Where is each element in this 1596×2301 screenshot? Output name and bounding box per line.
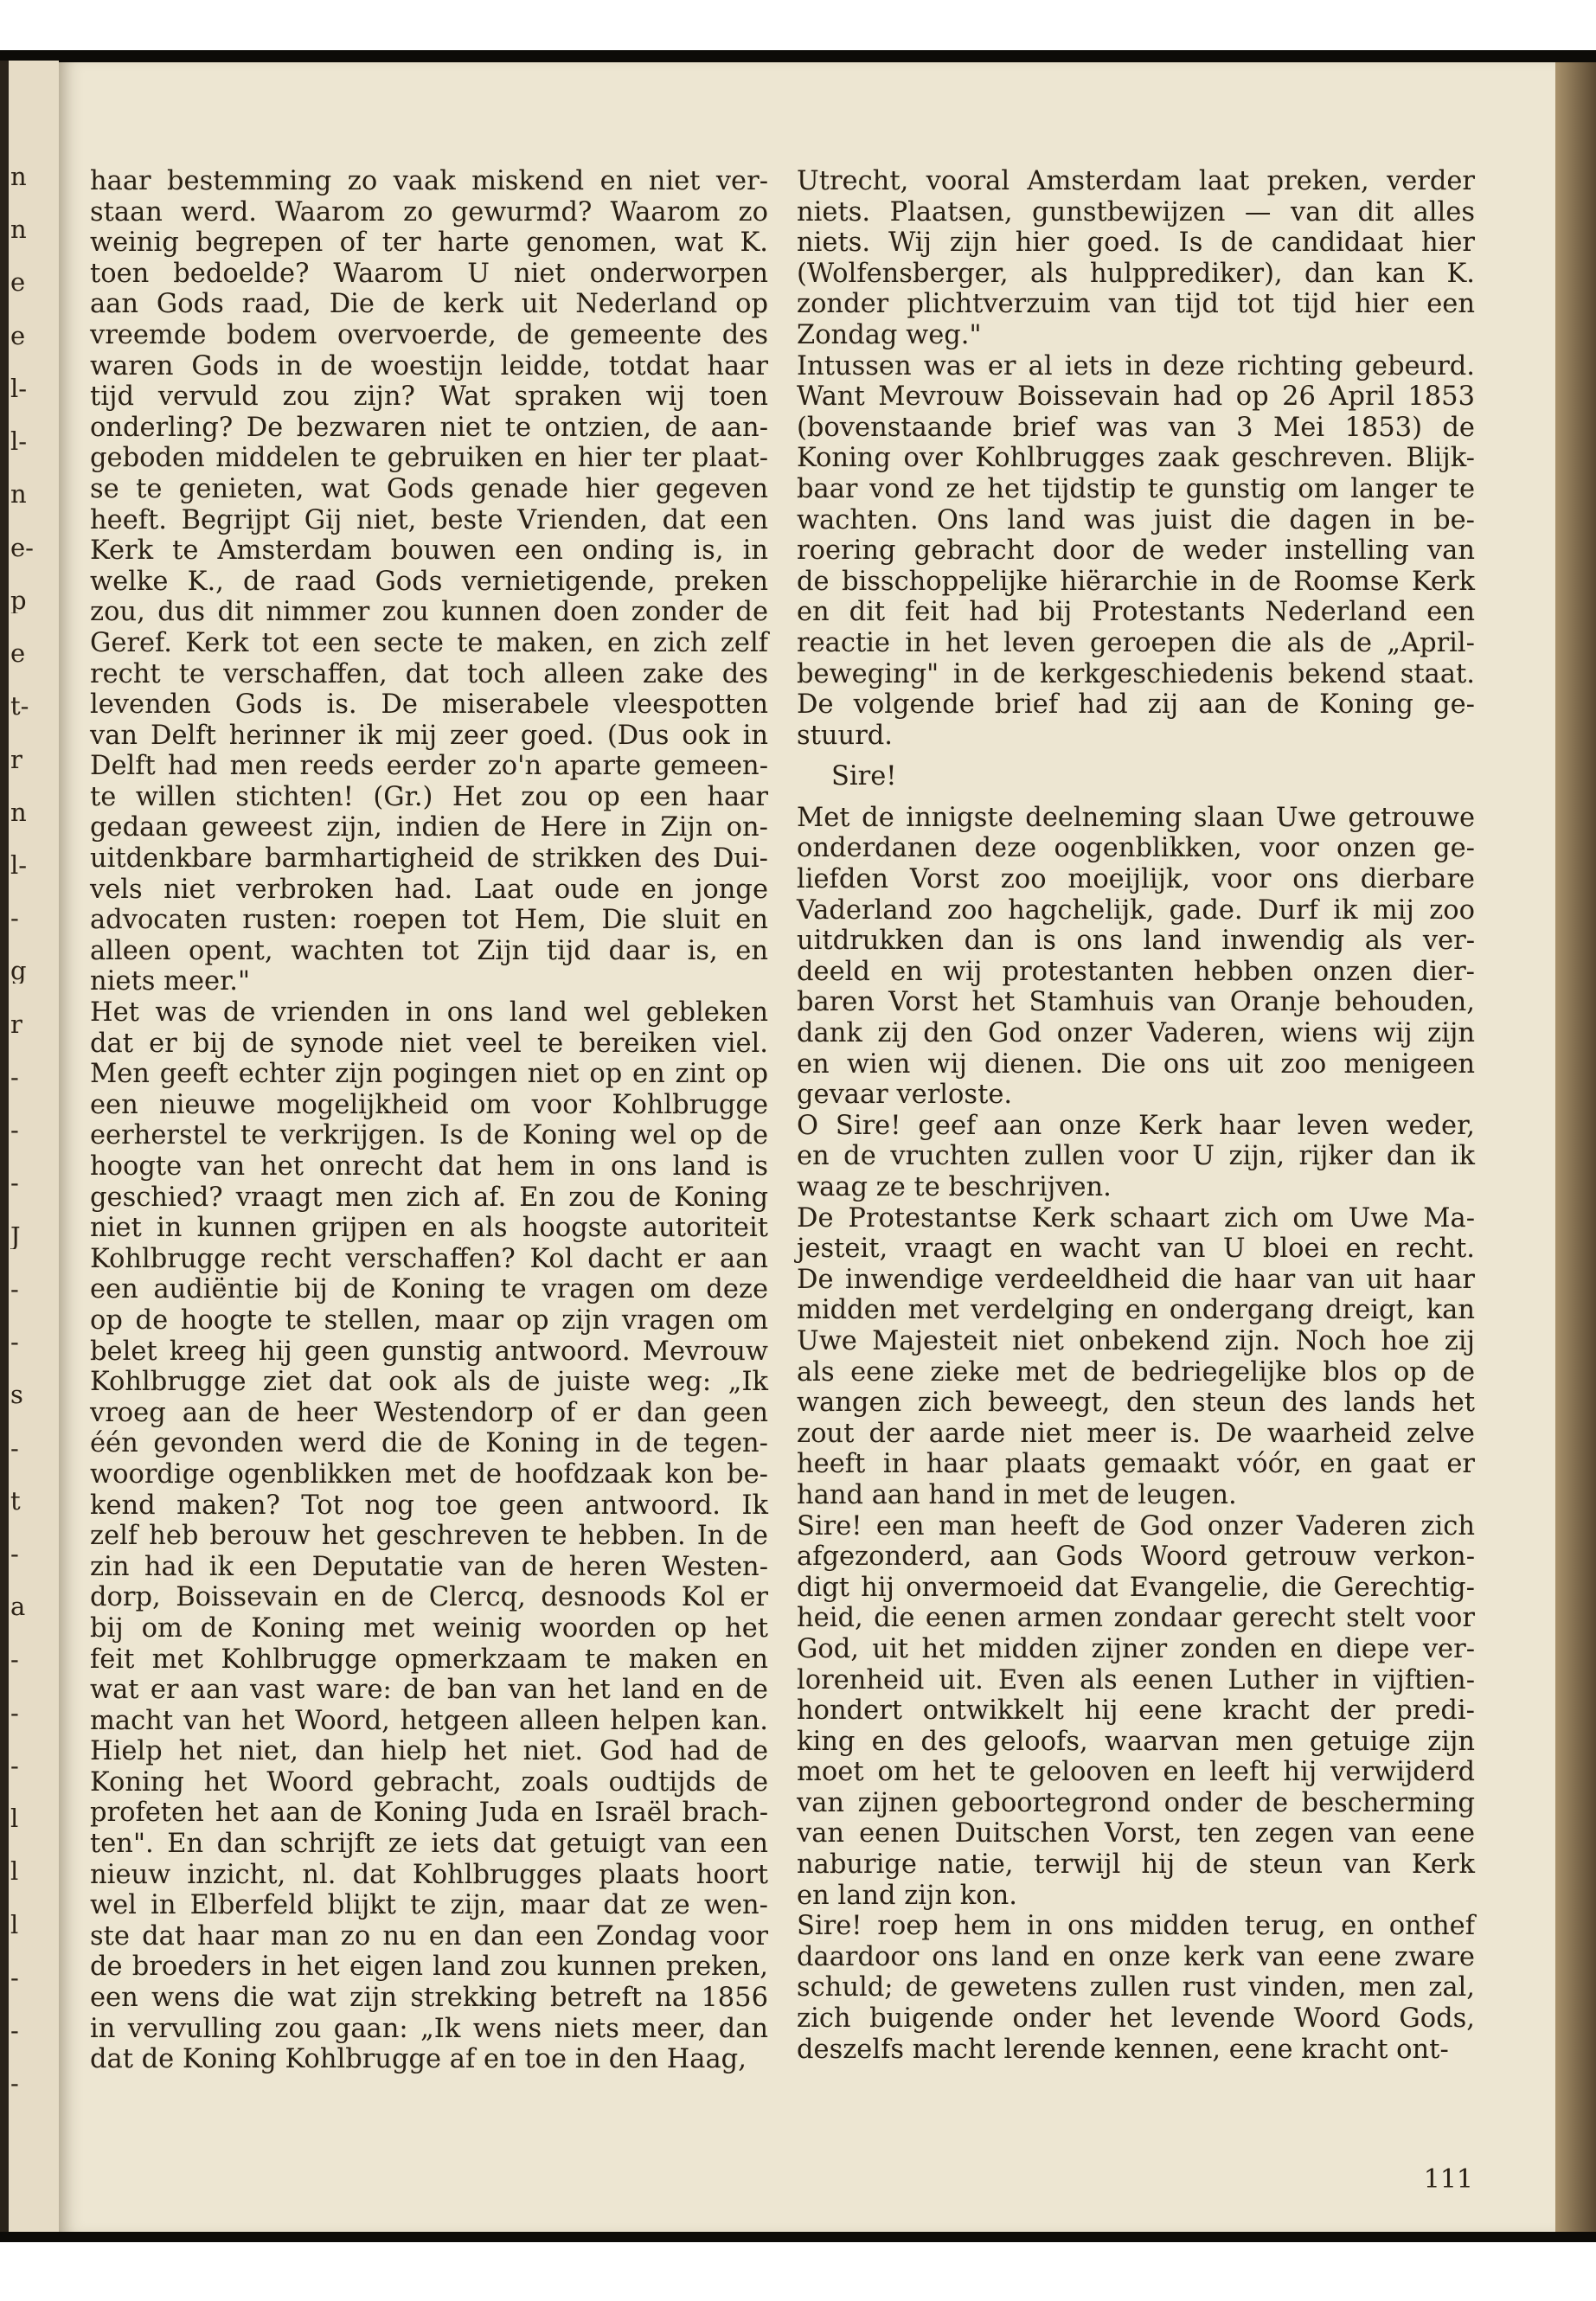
- text-line: dank zij den God onzer Vaderen, wiens wij zijn: [797, 1018, 1475, 1049]
- text-line: in vervulling zou gaan: „Ik wens niets meer, dan: [90, 2013, 768, 2044]
- text-line: onderdanen deze oogenblikken, voor onzen ge-: [797, 833, 1475, 864]
- text-line: geschied? vraagt men zich af. En zou de Koning: [90, 1182, 768, 1213]
- margin-fragment: -: [10, 1753, 19, 1779]
- right-column: [797, 166, 1475, 2065]
- text-line: O Sire! geef aan onze Kerk haar leven weder,: [797, 1110, 1475, 1141]
- text-line: als eene zieke met de bedriegelijke blos op de: [797, 1356, 1475, 1388]
- text-line: toen bedoelde? Waarom U niet onderworpen: [90, 258, 768, 289]
- text-line: schuld; de gewetens zullen rust vinden, men zal,: [797, 1972, 1475, 2003]
- text-line: ste dat haar man zo nu en dan een Zondag voor: [90, 1920, 768, 1952]
- text-line: macht van het Woord, hetgeen alleen helpen kan.: [90, 1705, 768, 1736]
- text-line: staan werd. Waarom zo gewurmd? Waarom zo: [90, 196, 768, 228]
- margin-fragment: -: [10, 2071, 19, 2097]
- text-line: zou, dus dit nimmer zou kunnen doen zonder de: [90, 597, 768, 628]
- text-line: Met de innigste deelneming slaan Uwe getrouwe: [797, 802, 1475, 833]
- margin-fragment: l: [10, 1912, 19, 1938]
- text-line: haar bestemming zo vaak miskend en niet ver-: [90, 166, 768, 196]
- text-line: heeft in haar plaats gemaakt vóór, en gaat er: [797, 1449, 1475, 1480]
- text-line: gedaan geweest zijn, indien de Here in Zijn on-: [90, 812, 768, 843]
- text-line: deszelfs macht lerende kennen, eene kracht ont-: [797, 2034, 1449, 2065]
- text-line: Uwe Majesteit niet onbekend zijn. Noch hoe zij: [797, 1325, 1475, 1356]
- text-line: hoogte van het onrecht dat hem in ons land is: [90, 1151, 768, 1182]
- text-line: baren Vorst het Stamhuis van Oranje behouden,: [797, 987, 1475, 1018]
- text-line: niets. Wij zijn hier goed. Is de candidaat hier: [797, 228, 1475, 259]
- margin-fragment: t: [10, 1488, 21, 1514]
- text-line: Want Mevrouw Boissevain had op 26 April 1853: [797, 381, 1475, 413]
- margin-fragment: -: [10, 1170, 19, 1196]
- text-line: wachten. Ons land was juist die dagen in be-: [797, 504, 1475, 535]
- text-line: levenden Gods is. De miserabele vleespotten: [90, 689, 768, 721]
- text-line: profeten het aan de Koning Juda en Israël brach-: [90, 1798, 768, 1829]
- text-line: niet in kunnen grijpen en als hoogste autoriteit: [90, 1213, 768, 1244]
- text-line: Koning het Woord gebracht, zoals oudtijds de: [90, 1766, 768, 1798]
- margin-fragment: -: [10, 906, 19, 932]
- text-line: wat er aan vast ware: de ban van het land en de: [90, 1675, 768, 1706]
- margin-fragment: l-: [10, 853, 28, 879]
- text-line: de broeders in het eigen land zou kunnen preken,: [90, 1952, 768, 1983]
- margin-fragment: l: [10, 1859, 19, 1885]
- text-line: wangen zich beweegt, den steun des lands het: [797, 1388, 1475, 1419]
- text-line: ten". En dan schrijft ze iets dat getuigt van een: [90, 1829, 768, 1860]
- text-line: één gevonden werd die de Koning in de tegen-: [90, 1428, 768, 1459]
- right-column-intro: [797, 166, 1475, 751]
- text-line: hondert ontwikkelt hij eene kracht der predi-: [797, 1695, 1475, 1727]
- margin-fragment: l: [10, 1806, 19, 1832]
- text-line: de bisschoppelijke hiërarchie in de Roomse Kerk: [797, 566, 1475, 597]
- text-line: waag ze te beschrijven.: [797, 1172, 1112, 1202]
- text-line: afgezonderd, aan Gods Woord getrouw verkon-: [797, 1541, 1475, 1573]
- text-line: vroeg aan de heer Westendorp of er dan geen: [90, 1397, 768, 1428]
- text-line: Koning over Kohlbrugges zaak geschreven. Blijk-: [797, 443, 1475, 474]
- margin-fragment: l-: [10, 375, 28, 401]
- text-line: lorenheid uit. Even als eenen Luther in vijftien-: [797, 1664, 1475, 1695]
- text-line: king en des geloofs, waarvan men getuige zijn: [797, 1726, 1475, 1757]
- scan-border-bottom: [0, 2232, 1596, 2242]
- text-line: zich buigende onder het levende Woord Gods,: [797, 2003, 1475, 2035]
- text-line: niets meer.": [90, 966, 251, 997]
- text-line: recht te verschaffen, dat toch alleen zake des: [90, 658, 768, 689]
- letter-body: [797, 803, 1475, 2065]
- text-line: baar vond ze het tijdstip te gunstig om langer te: [797, 473, 1475, 504]
- text-line: bij om de Koning met weinig woorden op het: [90, 1612, 768, 1644]
- margin-fragment: n: [10, 799, 27, 825]
- text-line: advocaten rusten: roepen tot Hem, Die sluit en: [90, 905, 768, 936]
- text-line: moet om het te gelooven en leeft hij verwijderd: [797, 1757, 1475, 1788]
- margin-fragment: t-: [10, 694, 29, 720]
- text-line: hand aan hand in met de leugen.: [797, 1479, 1237, 1510]
- text-line: welke K., de raad Gods vernietigende, preken: [90, 566, 768, 597]
- margin-fragment: -: [10, 1700, 19, 1726]
- text-line: heid, die eenen armen zondaar gerecht stelt voor: [797, 1603, 1475, 1634]
- text-line: jesteit, vraagt en wacht van U bloei en recht.: [797, 1234, 1475, 1265]
- text-line: zonder plichtverzuim van tijd tot tijd hier een: [797, 289, 1475, 320]
- text-line: (Wolfensberger, als hulpprediker), dan kan K.: [797, 258, 1475, 289]
- margin-fragment: a: [10, 1594, 26, 1620]
- text-line: vels niet verbroken had. Laat oude en jonge: [90, 874, 768, 905]
- text-line: naburige natie, terwijl hij de steun van Kerk: [797, 1849, 1475, 1881]
- text-line: daardoor ons land en onze kerk van eene zware: [797, 1941, 1475, 1972]
- margin-fragment: -: [10, 2018, 19, 2044]
- text-line: zin had ik een Deputatie van de heren Westen-: [90, 1551, 768, 1582]
- margin-fragment: n: [10, 217, 27, 243]
- text-line: Sire! een man heeft de God onzer Vaderen zich: [797, 1510, 1475, 1541]
- text-line: waren Gods in de woestijn leidde, totdat haar: [90, 350, 768, 381]
- text-line: woordige ogenblikken met de hoofdzaak kon be-: [90, 1458, 768, 1490]
- text-line: Kohlbrugge ziet dat ook als de juiste weg: „Ik: [90, 1367, 768, 1398]
- text-line: niets. Plaatsen, gunstbewijzen — van dit alles: [797, 196, 1475, 228]
- text-line: midden met verdelging en ondergang dreigt, kan: [797, 1295, 1475, 1326]
- text-line: Zondag weg.": [797, 319, 982, 350]
- text-line: een wens die wat zijn strekking betreft na 1856: [90, 1983, 768, 2014]
- left-column: [90, 166, 768, 2075]
- text-line: stuurd.: [797, 720, 893, 751]
- text-line: van eenen Duitschen Vorst, ten zegen van eene: [797, 1818, 1475, 1849]
- margin-fragment: e: [10, 323, 26, 349]
- text-line: Delft had men reeds eerder zo'n aparte gemeen-: [90, 751, 768, 782]
- letter-salutation: Sire!: [831, 761, 897, 792]
- book-page: [59, 62, 1555, 2232]
- text-line: zout der aarde niet meer is. De waarheid zelve: [797, 1418, 1475, 1449]
- text-line: Kerk te Amsterdam bouwen een onding is, in: [90, 535, 768, 567]
- text-line: reactie in het leven geroepen die als de „April-: [797, 627, 1475, 658]
- margin-fragment: -: [10, 1118, 19, 1144]
- text-line: Men geeft echter zijn pogingen niet op en zint op: [90, 1059, 768, 1090]
- previous-page-margin: [9, 61, 59, 2232]
- text-line: liefden Vorst zoo moeijlijk, voor ons dierbare: [797, 864, 1475, 895]
- text-line: geboden middelen te gebruiken en hier ter plaat-: [90, 443, 768, 474]
- text-line: zelf heb berouw het geschreven te hebben. In de: [90, 1521, 768, 1552]
- text-line: kend maken? Tot nog toe geen antwoord. Ik: [90, 1490, 768, 1521]
- margin-fragment: s: [10, 1382, 23, 1408]
- margin-fragment: e-: [10, 535, 34, 561]
- text-line: wel in Elberfeld blijkt te zijn, maar dat ze wen-: [90, 1890, 768, 1921]
- text-line: De Protestantse Kerk schaart zich om Uwe Ma-: [797, 1202, 1475, 1234]
- margin-fragment: e: [10, 270, 26, 296]
- text-line: gevaar verloste.: [797, 1080, 1013, 1111]
- margin-fragment: r: [10, 1011, 22, 1037]
- text-line: onderling? De bezwaren niet te ontzien, de aan-: [90, 412, 768, 443]
- text-line: Intussen was er al iets in deze richting gebeurd.: [797, 350, 1475, 381]
- text-line: en wien wij dienen. Die ons uit zoo menigeen: [797, 1048, 1475, 1080]
- text-line: weinig begrepen of ter harte genomen, wat K.: [90, 228, 768, 259]
- text-line: God, uit het midden zijner zonden en diepe ver-: [797, 1633, 1475, 1664]
- page-edge-right: [1555, 62, 1596, 2232]
- text-line: belet kreeg hij geen gunstig antwoord. Mevrouw: [90, 1336, 768, 1367]
- text-line: aan Gods raad, Die de kerk uit Nederland op: [90, 289, 768, 320]
- text-line: vreemde bodem overvoerde, de gemeente des: [90, 319, 768, 350]
- text-line: en land zijn kon.: [797, 1880, 1017, 1911]
- text-line: te willen stichten! (Gr.) Het zou op een haar: [90, 781, 768, 812]
- margin-fragment: -: [10, 1435, 19, 1461]
- text-line: feit met Kohlbrugge opmerkzaam te maken en: [90, 1644, 768, 1675]
- text-line: Hielp het niet, dan hielp het niet. God had de: [90, 1736, 768, 1767]
- margin-fragment: -: [10, 1647, 19, 1673]
- text-line: alleen opent, wachten tot Zijn tijd daar is, en: [90, 935, 768, 966]
- text-line: Sire! roep hem in ons midden terug, en onthef: [797, 1911, 1475, 1942]
- text-line: nieuw inzicht, nl. dat Kohlbrugges plaats hoort: [90, 1859, 768, 1890]
- text-line: dorp, Boissevain en de Clercq, desnoods Kol er: [90, 1582, 768, 1613]
- text-line: dat de Koning Kohlbrugge af en toe in den Haag,: [90, 2044, 747, 2075]
- text-line: Het was de vrienden in ons land wel gebleken: [90, 997, 768, 1029]
- margin-fragment: -: [10, 1330, 19, 1356]
- text-line: roering gebracht door de weder instelling van: [797, 535, 1475, 567]
- margin-fragment: -: [10, 1541, 19, 1567]
- text-line: digt hij onvermoeid dat Evangelie, die Gerechtig-: [797, 1572, 1475, 1603]
- text-line: eerherstel te verkrijgen. Is de Koning wel op de: [90, 1120, 768, 1151]
- margin-fragment: e: [10, 641, 26, 667]
- text-line: Vaderland zoo hagchelijk, gade. Durf ik mij zoo: [797, 894, 1475, 926]
- margin-fragment: n: [10, 164, 27, 189]
- text-line: uitdrukken dan is ons land inwendig als ver-: [797, 926, 1475, 957]
- text-line: De volgende brief had zij aan de Koning ge-: [797, 689, 1475, 721]
- text-line: tijd vervuld zou zijn? Wat spraken wij toen: [90, 381, 768, 413]
- text-line: en dit feit had bij Protestants Nederland een: [797, 597, 1475, 628]
- text-line: Geref. Kerk tot een secte te maken, en zich zelf: [90, 627, 768, 658]
- text-line: (bovenstaande brief was van 3 Mei 1853) de: [797, 412, 1475, 443]
- page-number: 111: [1423, 2164, 1473, 2195]
- scan-border-left: [0, 61, 9, 2234]
- text-line: De inwendige verdeeldheid die haar van uit haar: [797, 1264, 1475, 1295]
- text-line: deeld en wij protestanten hebben onzen dier-: [797, 956, 1475, 987]
- margin-fragment: -: [10, 1965, 19, 1990]
- text-line: Kohlbrugge recht verschaffen? Kol dacht er aan: [90, 1243, 768, 1274]
- text-line: van zijnen geboortegrond onder de bescherming: [797, 1787, 1475, 1818]
- text-line: en de vruchten zullen voor U zijn, rijker dan ik: [797, 1141, 1475, 1172]
- text-line: heeft. Begrijpt Gij niet, beste Vrienden, dat een: [90, 504, 768, 535]
- text-line: van Delft herinner ik mij zeer goed. (Dus ook in: [90, 720, 768, 751]
- margin-fragment: g: [10, 958, 27, 984]
- scan-border-top: [0, 50, 1596, 62]
- margin-fragment: p: [10, 587, 27, 613]
- text-line: een nieuwe mogelijkheid om voor Kohlbrugge: [90, 1089, 768, 1120]
- text-line: Utrecht, vooral Amsterdam laat preken, verder: [797, 166, 1475, 196]
- text-line: beweging" in de kerkgeschiedenis bekend staat.: [797, 658, 1475, 689]
- text-line: op de hoogte te stellen, maar op zijn vragen om: [90, 1304, 768, 1336]
- margin-fragment: J: [10, 1223, 21, 1249]
- text-line: se te genieten, wat Gods genade hier gegeven: [90, 473, 768, 504]
- margin-fragment: l-: [10, 429, 28, 455]
- text-line: uitdenkbare barmhartigheid de strikken des Dui-: [90, 843, 768, 875]
- margin-fragment: n: [10, 482, 27, 508]
- margin-fragment: r: [10, 747, 22, 772]
- margin-fragment: -: [10, 1064, 19, 1090]
- margin-fragment: -: [10, 1276, 19, 1302]
- text-line: een audiëntie bij de Koning te vragen om deze: [90, 1274, 768, 1305]
- text-line: dat er bij de synode niet veel te bereiken viel.: [90, 1028, 768, 1059]
